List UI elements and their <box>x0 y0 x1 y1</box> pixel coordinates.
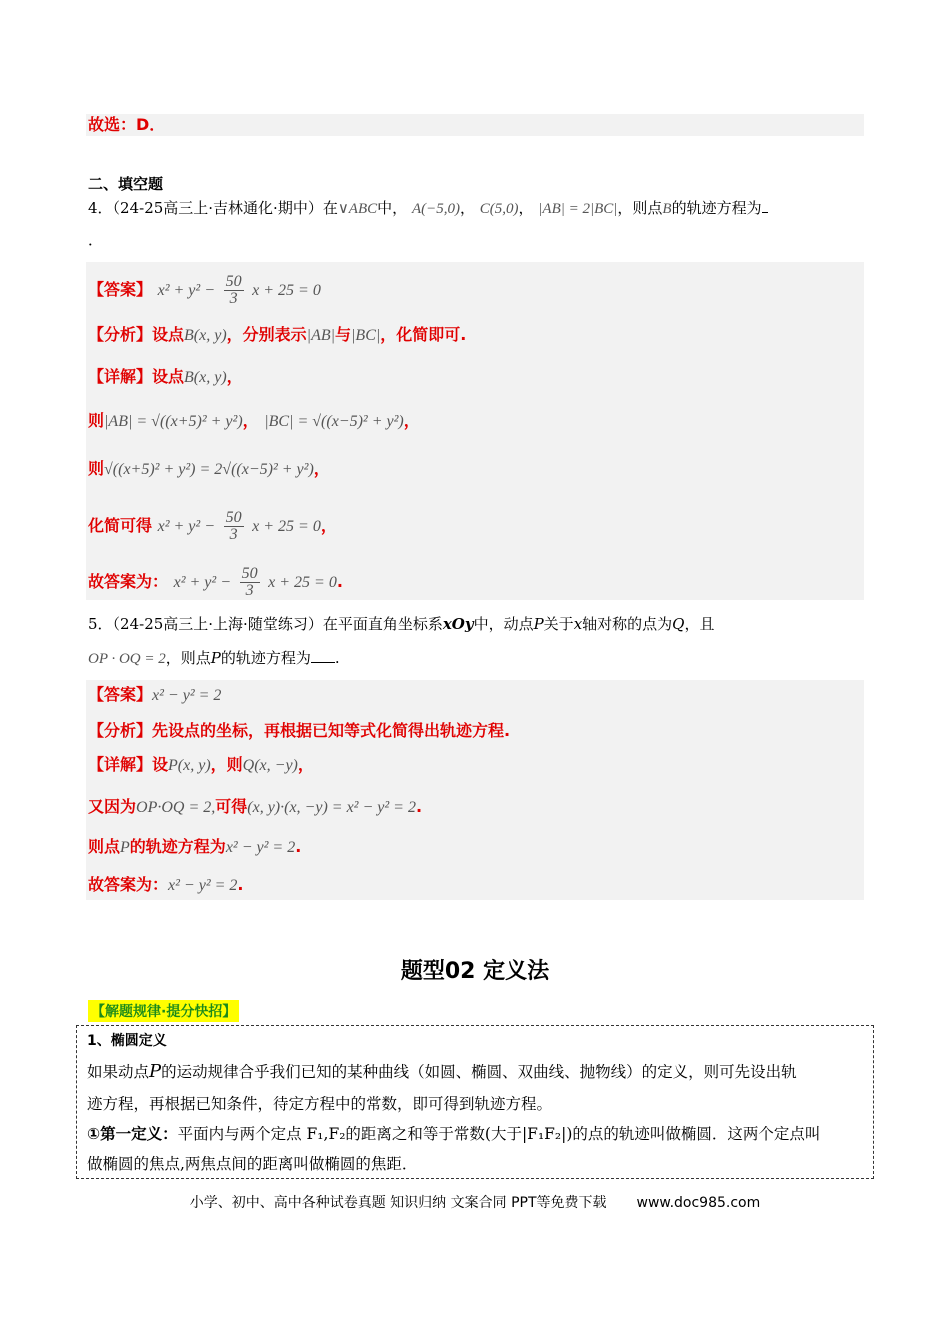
definition-box <box>76 1025 874 1179</box>
q4-tail2: 的轨迹方程为 <box>671 199 762 217</box>
q4-point-b: B <box>662 201 672 217</box>
q5-solution-bg <box>86 680 864 900</box>
q5-blank <box>311 648 335 663</box>
q4-condition: |AB| = 2|BC| <box>538 201 618 217</box>
q4-triangle: ∨ABC <box>337 201 378 217</box>
box-line-1: 如果动点P的运动规律合乎我们已知的某种曲线（如圆、椭圆、双曲线、抛物线）的定义，则可先设出轨 <box>87 1061 797 1082</box>
q5-answer: 【答案】x² − y² = 2 <box>88 685 222 704</box>
q5-final: 故答案为：x² − y² = 2. <box>88 875 244 894</box>
q4-mid: 中， <box>377 199 408 217</box>
q4-ab-bc: 则|AB| = √((x+5)² + y²)， |BC| = √((x−5)² + y²)， <box>88 411 420 430</box>
q4-answer <box>88 274 321 307</box>
q4-analysis: 【分析】设点B(x, y)，分别表示|AB|与|BC|，化简即可. <box>88 325 467 344</box>
box-title: 1、椭圆定义 <box>87 1033 167 1049</box>
q4-final: 故答案为： x² + y² − $\frac{50}{3}$ x + 25 = 0. <box>88 565 343 599</box>
q4-detail: 【详解】设点B(x, y)， <box>88 367 243 386</box>
q5-because: 又因为OP·OQ = 2,可得(x, y)·(x, −y) = x² − y² = 2. <box>88 797 423 816</box>
q4-answer-eq-a: x² + y² − <box>157 282 215 299</box>
question-5-stem: 5．（24-25高三上·上海·随堂练习）在平面直角坐标系xOy中，动点P关于x轴对称的点为Q，且 <box>88 615 715 633</box>
question-5-stem-2: OP · OQ = 2，则点P的轨迹方程为 . <box>88 649 340 667</box>
q5-analysis: 【分析】先设点的坐标，再根据已知等式化简得出轨迹方程. <box>88 721 511 740</box>
q4-point-c: C(5,0) <box>479 201 519 217</box>
footer <box>0 1192 950 1212</box>
q4-point-a: A(−5,0) <box>411 201 460 217</box>
q4-answer-eq-b: x + 25 = 0 <box>252 282 321 299</box>
q4-equation: 则√((x+5)² + y²) = 2√((x−5)² + y²)， <box>88 459 330 478</box>
q4-blank <box>762 198 768 213</box>
question-4-stem: 4．（24-25高三上·吉林通化·期中）在∨ABC中， A(−5,0)， C(5,0)， |AB| = 2|BC|，则点B的轨迹方程为 <box>88 196 768 221</box>
tips-tag: 【解题规律·提分快招】 <box>88 1000 239 1022</box>
q4-answer-frac: $\frac{50}{3}$ <box>225 273 242 307</box>
q5-detail: 【详解】设P(x, y)，则Q(x, −y)， <box>88 755 314 774</box>
footer-url[interactable]: www.doc985.com <box>636 1195 761 1211</box>
q4-prefix: 4．（24-25高三上·吉林通化·期中）在 <box>88 199 338 217</box>
q4-tail: ，则点 <box>617 199 663 217</box>
q4-simplify: 化简可得 x² + y² − $\frac{50}{3}$ x + 25 = 0， <box>88 509 337 543</box>
q5-then: 则点P的轨迹方程为x² − y² = 2. <box>88 837 302 856</box>
box-line-2: 迹方程，再根据已知条件，待定方程中的常数，即可得到轨迹方程。 <box>87 1095 553 1113</box>
q4-answer-label: 【答案】 <box>88 280 153 299</box>
box-line-3: ①第一定义：平面内与两个定点 F₁,F₂的距离之和等于常数(大于|F₁F₂|)的点的轨迹叫做椭圆．这两个定点叫 <box>87 1125 821 1143</box>
choice-bar <box>86 114 864 136</box>
box-line-4: 做椭圆的焦点,两焦点间的距离叫做椭圆的焦距． <box>87 1155 418 1173</box>
footer-text: 小学、初中、高中各种试卷真题 知识归纳 文案合同 PPT等免费下载 <box>189 1195 607 1211</box>
section-title: 题型02 定义法 <box>400 959 550 984</box>
q4-period: ． <box>88 231 104 249</box>
choice-label: 故选：D． <box>88 115 166 134</box>
section-heading: 二、填空题 <box>88 175 164 193</box>
